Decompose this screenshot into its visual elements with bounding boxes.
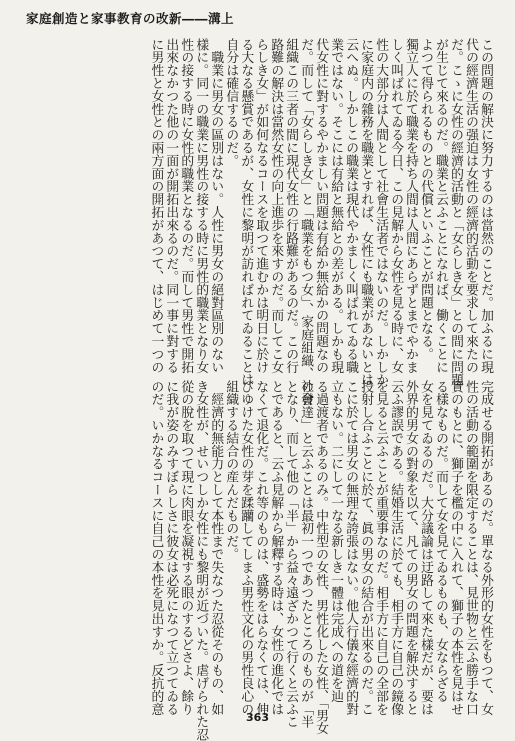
lower-text-column: 性の活動の範圍を限定することは、見世物と云ふ勝手な口 — [463, 380, 479, 716]
lower-text-column: びゆけた女性の芽を蹂躪してしまふ男性文化の男性良心の — [238, 380, 254, 716]
lower-text-column: こに於ては男女の無理な誇張はない。他人行儀な經濟的對 — [343, 380, 359, 716]
upper-text-block — [148, 38, 493, 406]
running-head: 家庭創造と家事教育の改新――溝上 — [26, 11, 235, 26]
upper-text-column: 路難の解決は當然女性の向上進歩を來すのだ。而してこ女 — [268, 38, 284, 374]
upper-text-column: が生じて來るのだ。職業と云ふことになれば、働くことに — [433, 38, 449, 374]
lower-text-column: のだ。いかなるコースに自己の本性を見出すか。反抗的意 — [148, 380, 164, 716]
upper-text-column: この問題の解決に努力するのは當然のことだ。加ふるに現 — [478, 38, 493, 374]
upper-text-column: 業ではない。そこには有給と無給との差がある。しかも現 — [328, 38, 344, 374]
lower-text-column: 從の脫を取つて現に肉眼を凝視する眼のするどさよ、餘り — [178, 380, 194, 716]
lower-text-column: 投射し合ふことに於て、眞の男女の結合が出來るのだ。こ — [358, 380, 374, 716]
upper-text-column: 性の接する時に女性的職業となるのだ。而して男性で開拓 — [178, 38, 194, 374]
lower-text-column: 外界的男女の對象を以て、凡ての男女の問題を解決すると — [403, 380, 419, 716]
upper-text-column: 代女性に對するやかましい問題は有給か無給かの問題なの — [313, 38, 329, 374]
lower-text-column: 經濟的無能力として本性まで失なつた忍從そのもの、如 — [208, 380, 224, 716]
upper-text-column: に男性と女性との兩方面の開拓があつて、はじめて一つの — [148, 38, 164, 374]
upper-text-column: 出來なかつた他の一面が開拓出來るのだ。同一事に對する — [163, 38, 179, 374]
upper-text-column: に家庭内の雜務を職業とすれば、女性にも職業があないとは — [358, 38, 374, 387]
upper-text-column: 獨立人に於て職業を持ち人間は人間にあらずとまでやかま — [403, 38, 419, 374]
lower-text-column: に我が姿のみすぼらしさに彼女は必死になつて立つてゐる — [163, 380, 179, 716]
upper-text-column: 職業に男女の區別はない。人性に男女の絕對區別のない — [208, 38, 224, 374]
lower-text-column: なくて退化だ。これ等のものは、盛勢をはらなくては、伸 — [253, 380, 269, 716]
lower-text-column: る過渡者であるのみ。中性型の女性、男性化した女性、「男女 — [313, 380, 329, 735]
upper-text-column: 樣に。同一の職業に男性の接する時に男性的職業となり女 — [193, 38, 209, 374]
upper-text-column: だ。而して「女らしき女」と「職業をもつ女」、家庭組織、社會 — [298, 38, 314, 406]
lower-text-column: 云ふ謬誤である。結婚生活に於ても、相手方に自己の鏡像 — [388, 380, 404, 716]
upper-text-column: る大なる懸賞であるが、女性に黎明が訪ればれてゐることは — [238, 38, 254, 387]
upper-text-column: 自分は確信するのだ。 — [223, 38, 239, 167]
upper-text-column: しく叫ばれてゐる今日、この見解から女性を見る時に、女 — [388, 38, 404, 374]
upper-text-column: 代の經濟生活の强迫は女性の經濟的活動を要求して來たの — [463, 38, 479, 374]
upper-text-column: よつて得られるものとの代償といふことが問題となる。 — [418, 38, 434, 361]
page-number: 363 — [246, 711, 269, 724]
upper-text-column: 性の大部分は人間として社會生活者ではないのだ。しかしか — [373, 38, 389, 387]
lower-text-column: 立もない。二にして一なる新しき一體は完成への道を辿 — [328, 380, 344, 703]
lower-text-column: を見ると云ふことが重要事なのだ。相手方に自己の全部を — [373, 380, 389, 716]
lower-text-column: る樣なものだ。而して女を見てゐるものも、女ならざる — [433, 380, 449, 703]
lower-text-column: 女を見てゐるのだ。大分議論は迂路して來た樣だが、要は — [418, 380, 434, 716]
lower-text-column: となり、而して他の「半」から益々遠ざかつて行くと云ふこ — [283, 380, 299, 729]
lower-text-column: 組織する結合の産んだものだ。 — [223, 380, 239, 561]
upper-text-column: だ。こゝに女性の經濟的活動と「女らしき女」との間に問題 — [448, 38, 464, 387]
lower-text-column: 完成せる開拓があるのだ。單なる外形的女性をもつて、女 — [478, 380, 493, 716]
upper-text-column: らしき女」が如何なるコースを取つて進むかは明日に於け — [253, 38, 269, 374]
lower-text-column: 實のもとに、獅子を檻の中に入れて、獅子の本性を見はせ — [448, 380, 464, 716]
lower-text-column: の發達」と云ふことは最初一つであつたところのものが「半 — [298, 380, 314, 729]
lower-text-column: き女性が、せいつしか女性にも黎明が近づいた。虐げられた忍 — [193, 380, 209, 741]
lower-text-column: とであると、云ふ見解から解釋する時は、女性の進化では — [268, 380, 284, 716]
upper-text-column: 云へぬ。しかしこの職業は現代やかましく叫ばれてゐる職 — [343, 38, 359, 374]
upper-text-column: 組織この三者の間に現代女性の行路難があるのだ。この行 — [283, 38, 299, 374]
